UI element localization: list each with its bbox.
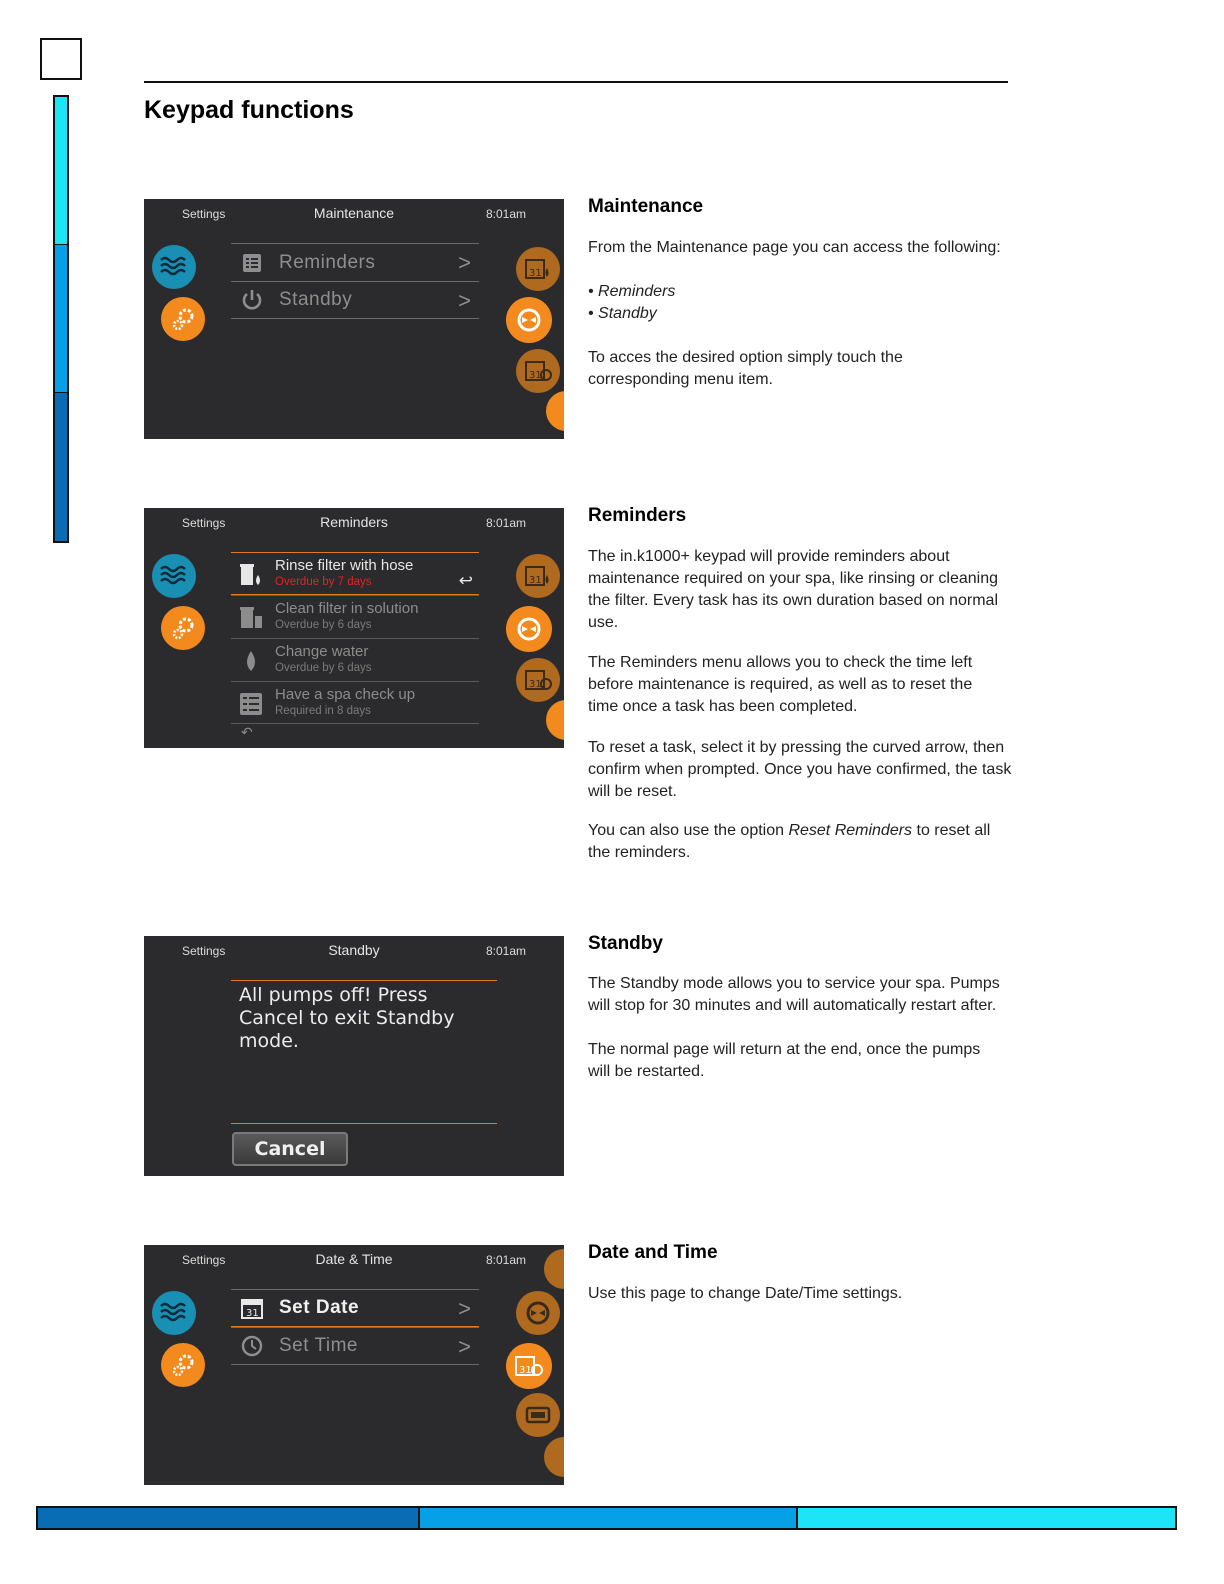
calendar-clock-icon[interactable] (516, 349, 560, 393)
footer-bar-mid (420, 1508, 798, 1528)
screen-title: Standby (328, 942, 380, 958)
maintenance-screen (144, 199, 564, 439)
svg-text:31: 31 (529, 268, 542, 279)
datetime-menu (231, 1289, 479, 1365)
clock: 8:01am (485, 516, 526, 530)
water-icon[interactable] (152, 1291, 196, 1335)
cancel-button[interactable]: Cancel (232, 1132, 348, 1166)
side-color-bar (53, 95, 69, 543)
water-drop-icon (237, 647, 265, 675)
menu-item-label: Standby (279, 289, 353, 310)
settings-label[interactable]: Settings (182, 944, 226, 958)
clock: 8:01am (485, 207, 526, 221)
divider (231, 980, 497, 981)
screen-title: Date & Time (315, 1251, 393, 1267)
clock-icon (239, 1334, 265, 1358)
standby-message: All pumps off! Press Cancel to exit Standby mode. (239, 984, 455, 1052)
maintenance-bullet-standby: • Standby (588, 305, 657, 322)
menu-item-label: Set Time (279, 1335, 358, 1356)
reminder-item-rinse-filter[interactable] (231, 552, 479, 595)
chevron-right-icon: > (458, 250, 471, 275)
reminders-screen (144, 508, 564, 748)
menu-item-set-time[interactable] (231, 1327, 479, 1365)
menu-item-label: Reminders (279, 251, 376, 273)
partial-menu-icon[interactable] (546, 391, 564, 431)
reminder-status: Required in 8 days (275, 705, 371, 717)
reminder-title: Change water (275, 643, 369, 660)
divider (231, 1123, 497, 1124)
standby-paragraph-2: The normal page will return at the end, once the pumps will be restarted. (588, 1041, 981, 1080)
partial-bottom-icon[interactable] (544, 1437, 564, 1477)
svg-text:31: 31 (529, 679, 542, 690)
svg-text:31: 31 (529, 370, 542, 381)
svg-text:31: 31 (246, 1308, 259, 1319)
settings-label[interactable]: Settings (182, 207, 226, 221)
screen-title: Reminders (320, 514, 388, 530)
side-bar-dark (55, 393, 67, 541)
power-icon (239, 288, 265, 312)
maintenance-intro: From the Maintenance page you can access the following: (588, 239, 1001, 256)
reminder-status: Overdue by 6 days (275, 662, 372, 674)
list-icon (239, 251, 265, 275)
side-bar-light (55, 97, 67, 245)
reminder-item-change-water[interactable] (231, 638, 479, 681)
filter-hose-icon (237, 561, 265, 589)
calendar-clock-icon[interactable] (516, 658, 560, 702)
screen-title: Maintenance (313, 205, 395, 221)
reminder-item-spa-checkup[interactable] (231, 681, 479, 724)
maintenance-menu (231, 243, 479, 319)
reminder-title: Have a spa check up (275, 686, 416, 703)
chevron-right-icon: > (458, 1334, 471, 1359)
svg-text:31: 31 (519, 1365, 532, 1376)
settings-label[interactable]: Settings (182, 1253, 226, 1267)
menu-item-label: Set Date (279, 1297, 360, 1318)
reset-all-icon[interactable]: ↶ (241, 724, 253, 740)
reminders-paragraph-4: You can also use the option Reset Reminders to reset all the reminders. (588, 822, 991, 861)
standby-screen (144, 936, 564, 1176)
filter-solution-icon (237, 604, 265, 632)
side-bar-mid (55, 245, 67, 393)
clock: 8:01am (485, 944, 526, 958)
calendar-icon (239, 1296, 265, 1320)
footer-bar-light (798, 1508, 1175, 1528)
checklist-icon (237, 690, 265, 718)
reminder-status: Overdue by 7 days (275, 576, 372, 588)
menu-item-standby[interactable] (231, 281, 479, 319)
water-icon[interactable] (152, 245, 196, 289)
svg-text:31: 31 (529, 575, 542, 586)
reminder-title: Clean filter in solution (275, 600, 419, 617)
gear-icon[interactable] (161, 606, 205, 650)
gear-icon[interactable] (161, 297, 205, 341)
reset-arrow-icon[interactable]: ↩ (458, 571, 473, 590)
calendar-water-icon[interactable] (516, 247, 560, 291)
reminder-status: Overdue by 6 days (275, 619, 372, 631)
chevron-right-icon: > (458, 1296, 471, 1321)
page-corner-box (40, 38, 82, 80)
partial-menu-icon[interactable] (546, 700, 564, 740)
reminders-paragraph-1: The in.k1000+ keypad will provide reminders about maintenance required on your spa, like rinsing or cleaning the filter. Every task has its own duration based on normal use. (588, 548, 999, 631)
water-icon[interactable] (152, 554, 196, 598)
gear-icon[interactable] (161, 1343, 205, 1387)
calendar-water-icon[interactable] (516, 554, 560, 598)
chevron-right-icon: > (458, 288, 471, 313)
reminders-paragraph-3: To reset a task, select it by pressing the curved arrow, then confirm when prompted. Once you have confirmed, the task will be reset. (588, 739, 1012, 800)
page-title: Keypad functions (144, 96, 354, 124)
standby-paragraph-1: The Standby mode allows you to service your spa. Pumps will stop for 30 minutes and will automatically restart after. (588, 975, 1000, 1014)
reminders-list (231, 552, 479, 744)
header-rule (144, 81, 1008, 83)
display-icon[interactable] (516, 1393, 560, 1437)
section-title-datetime: Date and Time (588, 1242, 718, 1263)
clock: 8:01am (485, 1253, 526, 1267)
datetime-screen (144, 1245, 564, 1485)
reminders-paragraph-2: The Reminders menu allows you to check the time left before maintenance is required, as well as to reset the time once a task has been completed. (588, 654, 973, 715)
refresh-icon[interactable] (506, 297, 552, 343)
section-title-standby: Standby (588, 933, 663, 954)
menu-item-set-date[interactable] (231, 1289, 479, 1327)
refresh-icon[interactable] (506, 606, 552, 652)
maintenance-bullet-reminders: • Reminders (588, 283, 676, 300)
section-title-maintenance: Maintenance (588, 196, 704, 217)
reminder-title: Rinse filter with hose (275, 557, 414, 574)
datetime-paragraph-1: Use this page to change Date/Time settings. (588, 1285, 903, 1302)
maintenance-outro: To acces the desired option simply touch the corresponding menu item. (588, 349, 903, 388)
section-title-reminders: Reminders (588, 505, 687, 526)
reminder-item-clean-filter[interactable] (231, 595, 479, 638)
menu-item-reminders[interactable] (231, 243, 479, 281)
footer-color-bar (36, 1506, 1177, 1530)
footer-bar-dark (38, 1508, 420, 1528)
refresh-icon[interactable] (516, 1291, 560, 1335)
calendar-clock-icon[interactable] (506, 1343, 552, 1389)
settings-label[interactable]: Settings (182, 516, 226, 530)
